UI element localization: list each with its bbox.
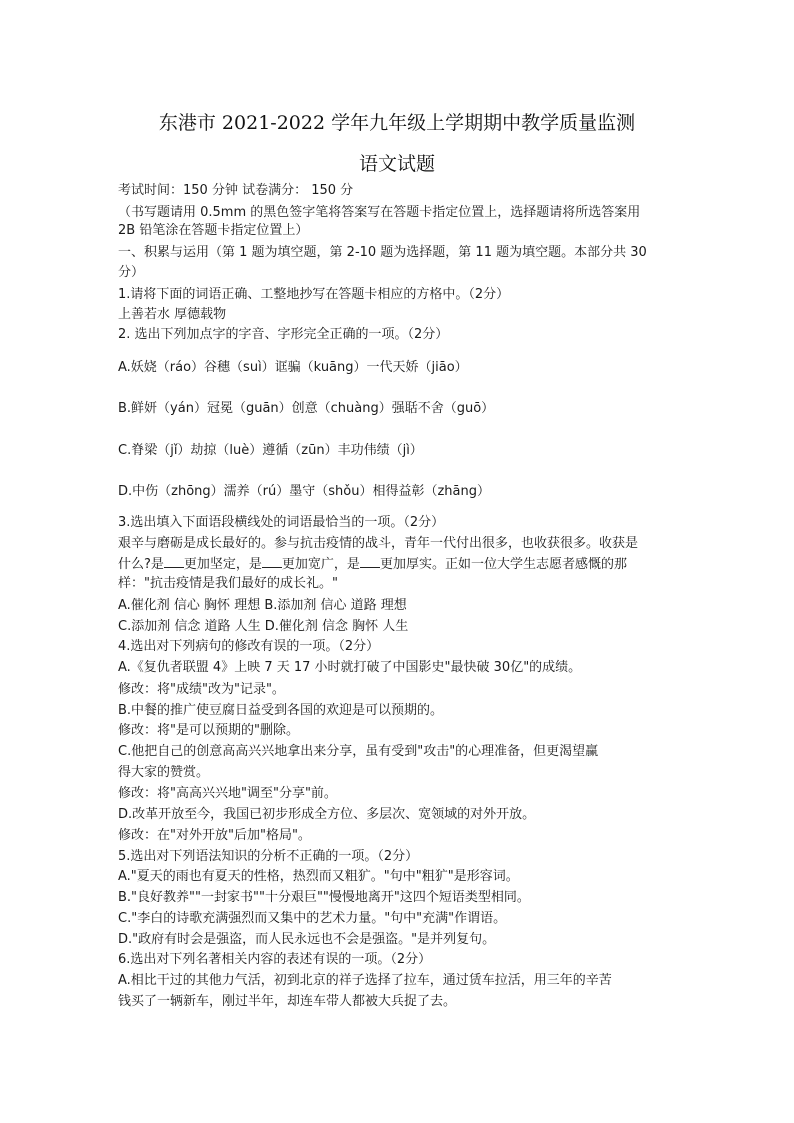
q2-option-c: C.脊梁（jǐ）劫掠（luè）遵循（zūn）丰功伟绩（jì） [118,443,423,458]
section-heading-2: 分） [118,265,145,280]
q1-stem: 1.请将下面的词语正确、工整地抄写在答题卡相应的方格中。（2分） [118,287,510,302]
section-heading-1: 一、积累与运用（第 1 题为填空题，第 2-10 题为选择题，第 11 题为填空题。本部分共 30 [118,245,647,260]
q3-passage-part-b: 更加坚定，是 [183,557,262,572]
q4-option-a-fix: 修改：将"成绩"改为"记录"。 [118,682,285,697]
q3-stem: 3.选出填入下面语段横线处的词语最恰当的一项。（2分） [118,515,445,530]
q5-option-a: A."夏天的雨也有夏天的性格，热烈而又粗犷。"句中"粗犷"是形容词。 [118,869,519,884]
instruction-line-1: （书写题请用 0.5mm 的黑色签字笔将答案写在答题卡指定位置上，选择题请将所选答案用 [118,205,641,220]
q3-blank-2 [262,555,282,568]
exam-time-score: 考试时间：150 分钟 试卷满分： 150 分 [118,183,354,198]
q4-option-d: D.改革开放至今，我国已初步形成全方位、多层次、宽领域的对外开放。 [118,807,536,822]
q3-blank-3 [360,555,380,568]
q3-passage-line-1: 艰辛与磨砺是成长最好的。参与抗击疫情的战斗，青年一代付出很多，也收获很多。收获是 [118,536,639,551]
q4-option-c-fix: 修改：将"高高兴兴地"调至"分享"前。 [118,786,337,801]
q4-stem: 4.选出对下列病句的修改有误的一项。（2分） [118,639,380,654]
q3-passage-part-d: 更加厚实。正如一位大学生志愿者感慨的那 [379,557,627,572]
q5-option-c: C."李白的诗歌充满强烈而又集中的艺术力量。"句中"充满"作谓语。 [118,911,507,926]
q4-option-b: B.中餐的推广使豆腐日益受到各国的欢迎是可以预期的。 [118,703,444,718]
q3-options-ab: A.催化剂 信心 胸怀 理想 B.添加剂 信心 道路 理想 [118,598,407,613]
q4-option-a: A.《复仇者联盟 4》上映 7 天 17 小时就打破了中国影史"最快破 30亿"的成绩。 [118,660,582,675]
q6-option-a-line-2: 钱买了一辆新车，刚过半年，却连车带人都被大兵捉了去。 [118,994,457,1009]
q3-passage-part-c: 更加宽广，是 [281,557,360,572]
q2-option-d: D.中伤（zhōng）濡养（rú）墨守（shǒu）相得益彰（zhāng） [118,484,490,499]
q4-option-c-line-2: 得大家的赞赏。 [118,765,210,780]
q5-option-b: B."良好教养""一封家书""十分艰巨""慢慢地离开"这四个短语类型相同。 [118,890,530,905]
q2-stem: 2. 选出下列加点字的字音、字形完全正确的一项。（2分） [118,327,449,342]
q3-passage-part-a: 什么?是 [118,557,164,572]
q4-option-d-fix: 修改：在"对外开放"后加"格局"。 [118,828,311,843]
q2-option-a: A.妖娆（ráo）谷穗（suì）诓骗（kuāng）一代天娇（jiāo） [118,360,468,375]
q3-options-cd: C.添加剂 信念 道路 人生 D.催化剂 信念 胸怀 人生 [118,619,409,634]
q4-option-b-fix: 修改：将"是可以预期的"删除。 [118,723,299,738]
exam-subtitle: 语文试题 [358,153,435,175]
q4-option-c-line-1: C.他把自己的创意高高兴兴地拿出来分享，虽有受到"攻击"的心理准备，但更渴望赢 [118,744,599,759]
q2-option-b: B.鲜妍（yán）冠冕（guān）创意（chuàng）强聒不舍（guō） [118,401,495,416]
q3-passage-line-3: 样："抗击疫情是我们最好的成长礼。" [118,576,338,591]
q3-passage-line-2 [118,555,627,574]
q3-blank-1 [164,555,184,568]
exam-title: 东港市 2021-2022 学年九年级上学期期中教学质量监测 [158,112,636,134]
q1-words: 上善若水 厚德载物 [118,307,227,322]
instruction-line-2: 2B 铅笔涂在答题卡指定位置上） [118,223,309,238]
q5-option-d: D."政府有时会是强盗，而人民永远也不会是强盗。"是并列复句。 [118,932,496,947]
q6-stem: 6.选出对下列名著相关内容的表述有误的一项。（2分） [118,952,432,967]
q6-option-a-line-1: A.相比干过的其他力气活，初到北京的祥子选择了拉车，通过赁车拉活，用三年的辛苦 [118,973,612,988]
q5-stem: 5.选出对下列语法知识的分析不正确的一项。（2分） [118,849,419,864]
